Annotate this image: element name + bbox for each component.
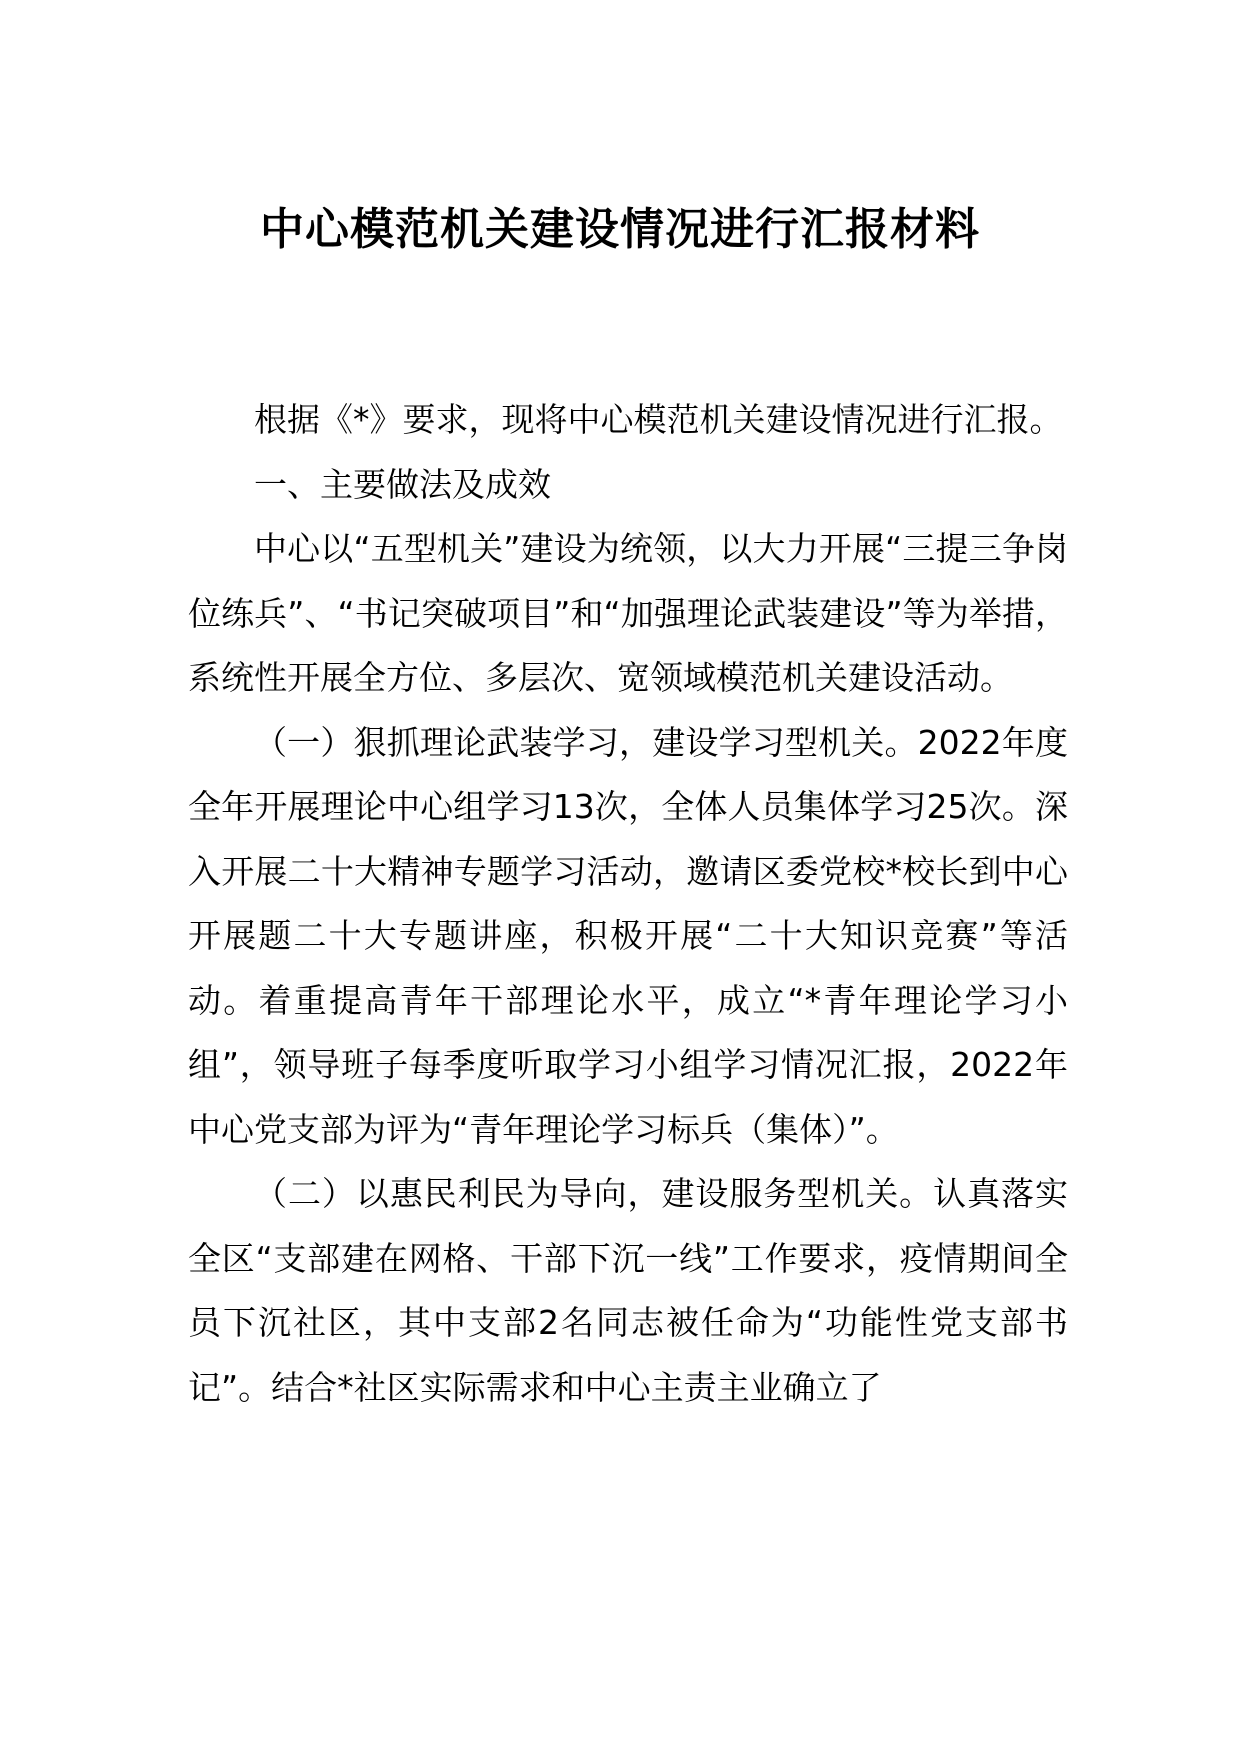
paragraph-learning: （一）狠抓理论武装学习，建设学习型机关。2022年度全年开展理论中心组学习13次，全体人员集体学习25次。深入开展二十大精神专题学习活动，邀请区委党校*校长到中心开展题二十大专题讲座，积极开展“二十大知识竞赛”等活动。着重提高青年干部理论水平，成立“*青年理论学习小组”，领导班子每季度听取学习小组学习情况汇报，2022年中心党支部为评为“青年理论学习标兵（集体）”。 xyxy=(188,722,1068,1149)
paragraph-intro: 根据《*》要求，现将中心模范机关建设情况进行汇报。 xyxy=(254,400,1063,439)
document-body xyxy=(188,388,1068,1420)
paragraph-overview: 中心以“五型机关”建设为统领，以大力开展“三提三争岗位练兵”、“书记突破项目”和“加强理论武装建设”等为举措，系统性开展全方位、多层次、宽领域模范机关建设活动。 xyxy=(188,529,1068,697)
document-title: 中心模范机关建设情况进行汇报材料 xyxy=(260,204,980,255)
section-heading: 一、主要做法及成效 xyxy=(254,464,551,504)
paragraph-service: （二）以惠民利民为导向，建设服务型机关。认真落实全区“支部建在网格、干部下沉一线”工作要求，疫情期间全员下沉社区，其中支部2名同志被任命为“功能性党支部书记”。结合*社区实际需求和中心主责主业确立了 xyxy=(188,1174,1068,1407)
